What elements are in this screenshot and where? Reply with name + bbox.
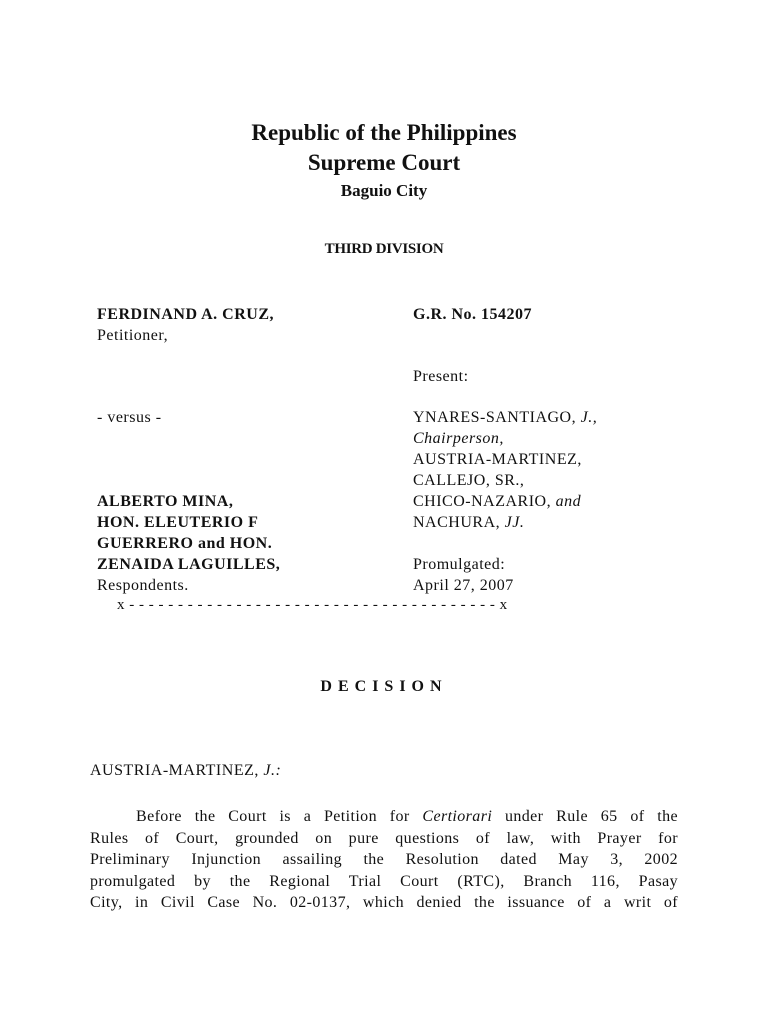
conjunction: and [555,493,582,510]
caption-separator: x - - - - - - - - - - - - - - - - - - - - - - - - - - - - - - - - - - - - - - x [117,597,508,613]
paragraph-line: Rules of Court, grounded on pure questions of law, with Prayer for [90,829,678,847]
ponente-name: AUSTRIA-MARTINEZ, [90,762,264,779]
promulgated-date: April 27, 2007 [413,577,514,594]
decision-title: DECISION [320,678,448,695]
justice-chairperson [413,407,597,428]
heading-republic: Republic of the Philippines [251,120,517,145]
heading-division: THIRD DIVISION [324,241,444,257]
present-label: Present: [413,368,469,385]
justice-name: NACHURA, [413,514,505,531]
justice-2: AUSTRIA-MARTINEZ, [413,451,582,468]
justice-name: CHICO-NAZARIO, [413,493,556,510]
justice-role: Chairperson, [413,430,504,447]
heading-court: Supreme Court [307,150,461,175]
paragraph-line: promulgated by the Regional Trial Court (RTC), Branch 116, Pasay [90,872,678,890]
respondents-role: Respondents. [97,577,189,594]
petitioner-name: FERDINAND A. CRUZ, [97,306,275,323]
respondent-line-4: ZENAIDA LAGUILLES, [97,556,281,573]
heading-city: Baguio City [340,181,428,200]
justice-title: J., [580,409,598,426]
justice-title: JJ. [504,514,525,531]
paragraph-line: Before the Court is a Petition for Certiorari under Rule 65 of the [136,808,678,825]
paragraph-line: Preliminary Injunction assailing the Resolution dated May 3, 2002 [90,851,678,869]
respondent-line-3: GUERRERO and HON. [97,535,273,552]
emphasis-certiorari: Certiorari [422,808,493,825]
justice-5 [413,512,524,533]
justice-4 [413,491,581,512]
ponente-title: J.: [263,762,282,779]
ponente [90,762,281,780]
decision-paragraph [90,806,678,914]
gr-number: G.R. No. 154207 [413,306,533,323]
versus-label: - versus - [97,409,162,426]
justice-3: CALLEJO, SR., [413,472,525,489]
justice-name: YNARES-SANTIAGO, [413,409,581,426]
paragraph-line: City, in Civil Case No. 02-0137, which denied the issuance of a writ of [90,894,678,912]
promulgated-label: Promulgated: [413,556,506,573]
respondent-line-1: ALBERTO MINA, [97,493,234,510]
respondent-line-2: HON. ELEUTERIO F [97,514,259,531]
petitioner-role: Petitioner, [97,327,169,344]
